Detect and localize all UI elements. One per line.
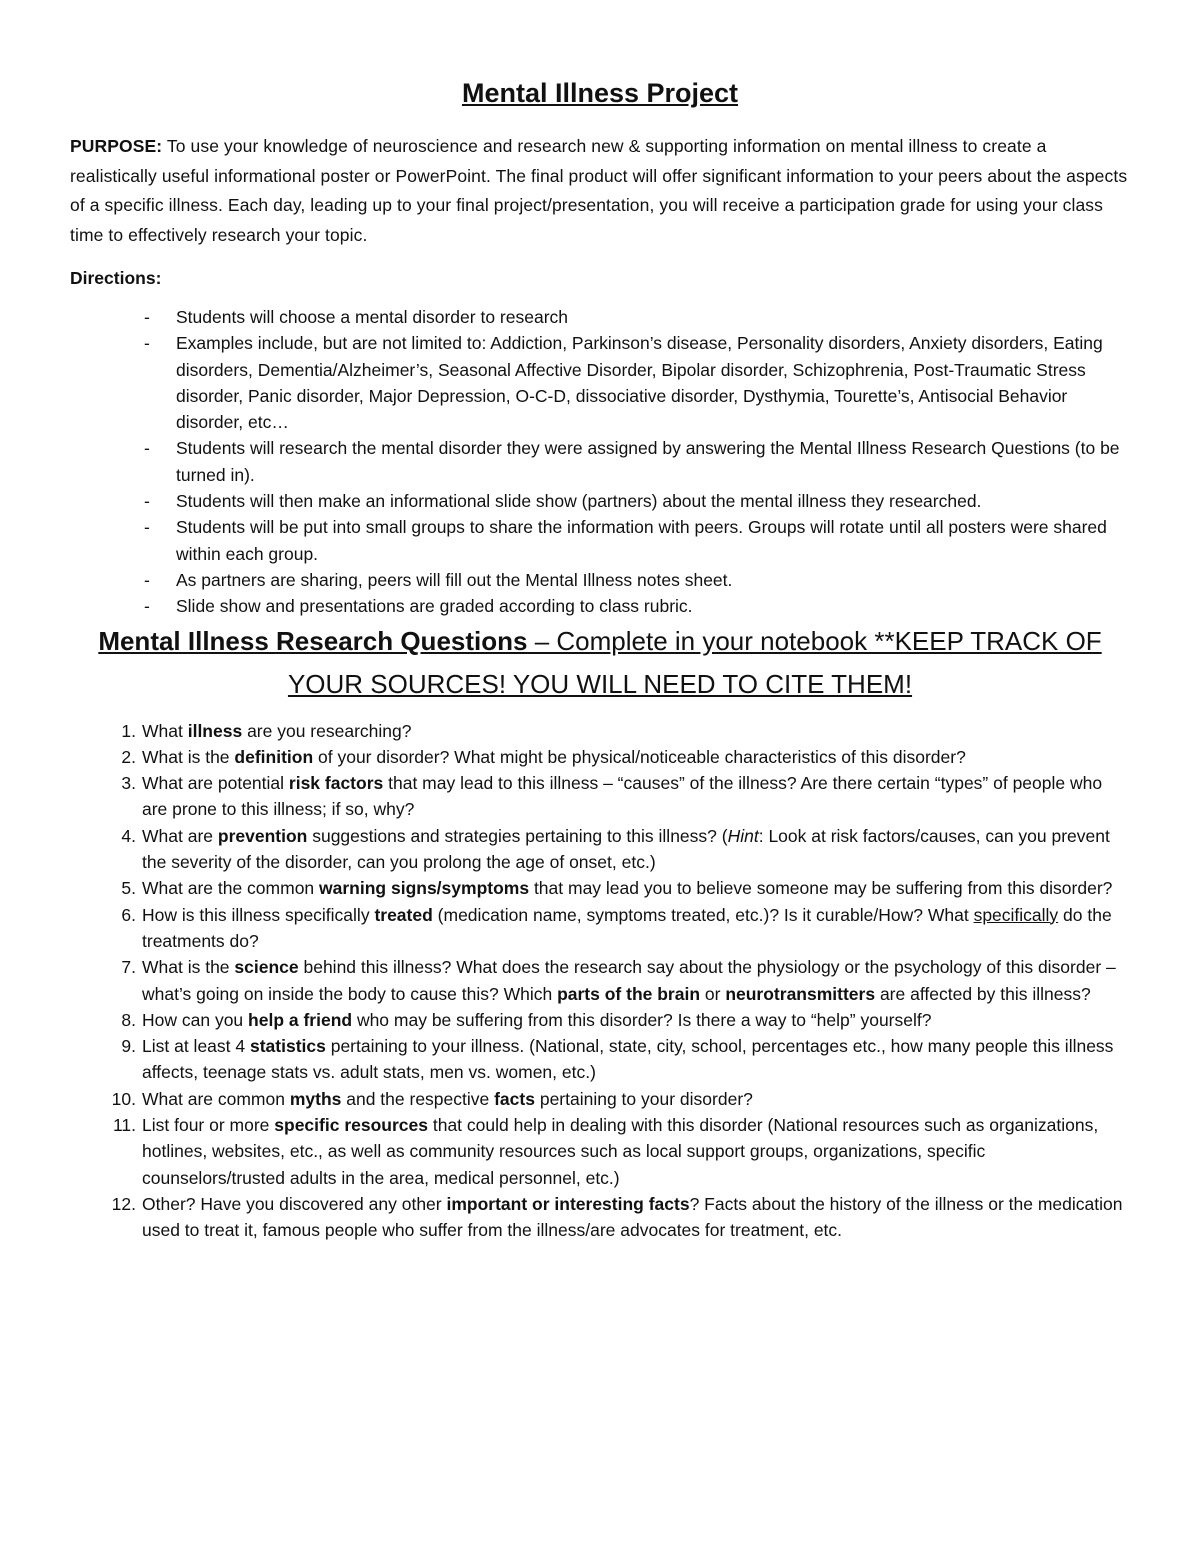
question-text: suggestions and strategies pertaining to this illness? ( (307, 825, 728, 846)
directions-list (70, 304, 1130, 620)
question-number: 6. (121, 904, 136, 925)
question-number: 12. (111, 1193, 136, 1214)
question-keyword: help a friend (248, 1009, 353, 1030)
directions-item-text: Students will be put into small groups to share the information with peers. Groups will rotate until all posters were shared within each group. (176, 517, 1107, 564)
question-text: pertaining to your disorder? (534, 1088, 753, 1109)
question-item (121, 718, 1130, 744)
question-keyword: treated (374, 904, 433, 925)
document-title: Mental Illness Project (461, 78, 739, 108)
question-text: that may lead to this illness – “causes” of the illness? Are there certain “types” of people who are prone to this illness; if so, why? (142, 773, 1103, 820)
question-text: How is this illness specifically (142, 904, 375, 925)
bullet-dash: - (144, 569, 150, 590)
question-text: specifically (973, 904, 1059, 925)
question-number: 8. (121, 1009, 136, 1030)
question-number: 10. (111, 1088, 136, 1109)
question-keyword: science (234, 957, 299, 978)
purpose-paragraph (70, 132, 1130, 250)
question-keyword: illness (187, 720, 243, 741)
question-number: 4. (121, 825, 136, 846)
questions-list (70, 718, 1130, 1244)
question-number: 5. (121, 878, 136, 899)
research-questions-heading (70, 620, 1130, 706)
bullet-dash: - (144, 438, 150, 459)
question-item (121, 823, 1130, 876)
question-text: behind this illness? What does the research say about the physiology or the psychology of this disorder – what’s going on inside the body to cause this? Which (142, 957, 1116, 1004)
question-number: 1. (121, 720, 136, 741)
directions-item-text: Slide show and presentations are graded according to class rubric. (176, 596, 693, 617)
question-keyword: facts (494, 1088, 535, 1109)
directions-item (144, 330, 1130, 435)
bullet-dash: - (144, 333, 150, 354)
question-text: What are common (142, 1088, 290, 1109)
question-text: (medication name, symptoms treated, etc.)? Is it curable/How? What (432, 904, 974, 925)
question-number: 3. (121, 773, 136, 794)
question-text: How can you (142, 1009, 249, 1030)
question-item (111, 1191, 1130, 1244)
bullet-dash: - (144, 307, 150, 327)
question-text: What are (142, 825, 218, 846)
directions-item-text: As partners are sharing, peers will fill out the Mental Illness notes sheet. (176, 569, 733, 590)
directions-item-text: Students will choose a mental disorder to research (176, 307, 569, 327)
question-number: 11. (112, 1115, 136, 1136)
question-item (121, 954, 1130, 1007)
question-number: 9. (121, 1036, 136, 1057)
question-text: : Look at risk factors/causes, can you prevent the severity of the disorder, can you prolong the age of onset, etc.) (142, 825, 1110, 873)
question-keyword: statistics (249, 1036, 326, 1057)
question-item (121, 1007, 1130, 1033)
bullet-dash: - (144, 517, 150, 538)
question-text: that could help in dealing with this disorder (National resources such as organizations, hotlines, websites, etc., as well as community resources such as local support groups, organizations, specific counselors/trusted adults in the area, medical personnel, etc.) (142, 1115, 1099, 1188)
question-item (111, 1086, 1130, 1112)
question-text: do the treatments do? (142, 904, 1112, 951)
question-text: who may be suffering from this disorder? Is there a way to “help” yourself? (352, 1009, 932, 1030)
directions-item (144, 435, 1130, 488)
directions-item-text: Examples include, but are not limited to: Addiction, Parkinson’s disease, Personality disorders, Anxiety disorders, Eating disorders, Dementia/Alzheimer’s, Seasonal Affective Disorder, Bipolar disorder, Schizophrenia, Post-Traumatic Stress disorder, Panic disorder, Major Depression, O-C-D, dissociative disorder, Dysthymia, Tourette’s, Antisocial Behavior disorder, etc… (176, 333, 1103, 433)
question-text: are affected by this illness? (875, 983, 1091, 1004)
question-text: What are the common (142, 878, 320, 899)
purpose-label: PURPOSE: (70, 136, 163, 156)
question-text: are you researching? (242, 720, 412, 741)
question-keyword: warning signs/symptoms (319, 878, 530, 899)
directions-heading: Directions: (70, 268, 162, 288)
question-text: What are potential (142, 773, 289, 794)
question-text: List at least 4 (142, 1036, 250, 1057)
question-keyword: prevention (217, 825, 308, 846)
question-text: What is the (142, 746, 235, 767)
bullet-dash: - (144, 491, 150, 512)
research-questions-heading-rest: – Complete in your notebook **KEEP TRACK OF YOUR SOURCES! YOU WILL NEED TO CITE THEM! (287, 625, 1102, 699)
question-text: that may lead you to believe someone may be suffering from this disorder? (529, 878, 1113, 899)
directions-item (144, 304, 1130, 330)
question-item (121, 902, 1130, 955)
question-text: Other? Have you discovered any other (142, 1193, 447, 1214)
directions-item (144, 488, 1130, 514)
directions-item (144, 514, 1130, 567)
directions-item-text: Students will then make an informational slide show (partners) about the mental illness they researched. (176, 491, 982, 512)
question-keyword: risk factors (288, 773, 384, 794)
directions-item (144, 593, 1130, 619)
question-text: and the respective (341, 1088, 495, 1109)
question-keyword: important or interesting facts (446, 1193, 690, 1214)
directions-item-text: Students will research the mental disorder they were assigned by answering the Mental Illness Research Questions (to be turned in). (176, 438, 1120, 485)
bullet-dash: - (144, 596, 150, 617)
question-text: Hint (727, 825, 759, 846)
question-number: 7. (121, 957, 136, 978)
question-item (112, 1112, 1130, 1191)
question-item (121, 770, 1130, 823)
question-text: List four or more (142, 1115, 275, 1136)
question-keyword: parts of the brain (557, 983, 701, 1004)
question-text: ? Facts about the history of the illness or the medication used to treat it, famous people who suffer from the illness/are advocates for treatment, etc. (142, 1193, 1123, 1241)
research-questions-heading-bold: Mental Illness Research Questions (98, 625, 528, 656)
question-text: What (142, 720, 188, 741)
question-keyword: specific resources (274, 1115, 428, 1136)
question-text: pertaining to your illness. (National, state, city, school, percentages etc., how many people this illness affects, teenage stats vs. adult stats, men vs. women, etc.) (142, 1036, 1114, 1083)
question-keyword: neurotransmitters (725, 983, 876, 1004)
question-text: or (700, 983, 726, 1004)
question-keyword: myths (289, 1088, 342, 1109)
purpose-text: To use your knowledge of neuroscience and research new & supporting information on mental illness to create a realistically useful informational poster or PowerPoint. The final product will offer significant information to your peers about the aspects of a specific illness. Each day, leading up to your final project/presentation, you will receive a participation grade for using your class time to effectively research your topic. (70, 136, 1128, 245)
question-number: 2. (121, 746, 136, 767)
question-text: of your disorder? What might be physical/noticeable characteristics of this disorder? (313, 746, 966, 767)
question-keyword: definition (234, 746, 314, 767)
question-item (121, 744, 1130, 770)
question-item (121, 875, 1130, 901)
question-text: What is the (142, 957, 235, 978)
question-item (121, 1033, 1130, 1086)
directions-item (144, 567, 1130, 593)
